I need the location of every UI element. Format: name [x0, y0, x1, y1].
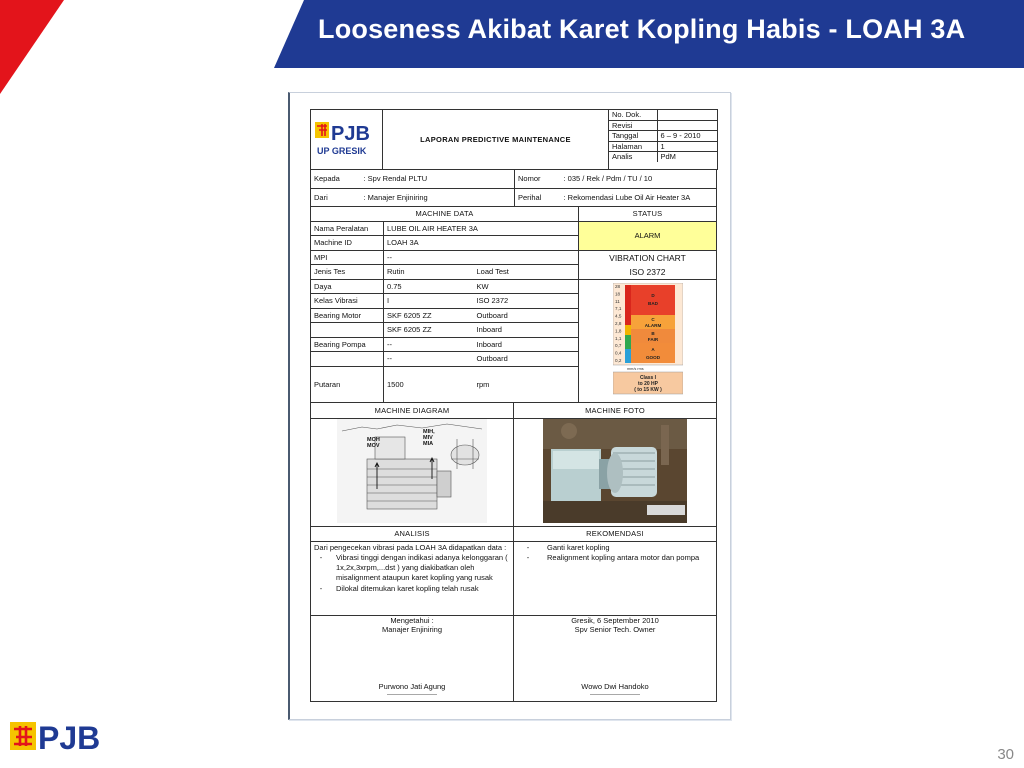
zone-code: D: [650, 292, 655, 298]
nomor-value: : 035 / Rek / Pdm / TU / 10: [561, 170, 717, 188]
class-label: Class I: [639, 374, 656, 381]
iso-scale-label: 18: [614, 290, 620, 296]
machine-foto-cell: [514, 418, 717, 526]
doc-info-label: Tanggal: [609, 131, 657, 142]
machine-data-label: Daya: [311, 279, 384, 294]
dari-value: : Manajer Enjiniring: [361, 188, 515, 206]
machine-data-value: Rutin: [384, 265, 474, 280]
perihal-value: : Rekomendasi Lube Oil Air Heater 3A: [561, 188, 717, 206]
zone-code: C: [650, 316, 655, 322]
machine-data-value: I: [384, 294, 474, 309]
sign-left-line: -------------------------: [387, 692, 437, 698]
machine-data-extra: Load Test: [474, 265, 579, 280]
analysis-block: [310, 527, 717, 702]
sign-right-role: Spv Senior Tech. Owner: [574, 625, 656, 634]
zone-bar-b: [625, 335, 631, 349]
zone-a: [631, 343, 675, 363]
zone-code: B: [650, 330, 655, 336]
analisis-heading: ANALISIS: [311, 527, 514, 542]
vibration-chart-standard: ISO 2372: [579, 265, 717, 280]
perihal-label: Perihal: [515, 188, 561, 206]
zone-bar-d2: [625, 301, 631, 325]
diagram-label: MIV: [423, 435, 433, 441]
machine-data-label: [311, 352, 384, 367]
iso-scale-label: 1,8: [614, 327, 621, 333]
rekomendasi-item: - Ganti karet kopling: [526, 542, 610, 552]
zone-bar-c: [625, 325, 631, 335]
pjb-logo-icon: [313, 116, 379, 162]
class-range: to 20 HP: [637, 380, 658, 387]
machine-photo: [543, 419, 687, 523]
sign-right-place: Gresik, 6 September 2010: [571, 615, 659, 625]
putaran-unit: rpm: [474, 366, 579, 402]
red-corner-accent: [0, 0, 64, 94]
machine-data-extra: Outboard: [474, 308, 579, 323]
iso-scale-label: 0,2: [614, 357, 621, 363]
machine-data-value: --: [384, 352, 474, 367]
doc-info-label: Halaman: [609, 141, 657, 152]
routing-block: [310, 170, 717, 207]
analisis-item: - Dilokal ditemukan karet kopling telah rusak: [319, 583, 479, 593]
zone-name: BAD: [647, 300, 658, 306]
report-logo-cell: [311, 110, 383, 170]
report-document: [310, 109, 717, 697]
machine-data-label: Bearing Pompa: [311, 337, 384, 352]
doc-info-value: 6 – 9 - 2010: [657, 131, 717, 142]
sign-right-name: Wowo Dwi Handoko: [581, 681, 649, 691]
chart-unit-label: mm/s rms: [626, 366, 644, 371]
machine-diagram-cell: [311, 418, 514, 526]
machine-data-label: Machine ID: [311, 236, 384, 251]
machine-data-extra: Inboard: [474, 337, 579, 352]
analisis-content: [311, 541, 514, 615]
diagram-label: MOV: [367, 443, 380, 449]
doc-info-value: PdM: [657, 152, 717, 162]
machine-data-label: Bearing Motor: [311, 308, 384, 323]
footer-logo-text: PJB: [38, 720, 101, 754]
sign-right-line: -------------------------: [590, 692, 640, 698]
machine-data-heading: MACHINE DATA: [311, 207, 579, 222]
report-header: [310, 109, 718, 170]
iso-scale-label: 0,4: [614, 350, 621, 356]
diagram-photo-block: [310, 403, 717, 527]
machine-data-extra: ISO 2372: [474, 294, 579, 309]
sign-left-role: Manajer Enjiniring: [381, 625, 443, 634]
analisis-item: - Vibrasi tinggi dengan indikasi adanya kelonggaran ( 1x,2x,3xrpm,...dst ) yang diakibatkan oleh misalignment ataupun karet kopling yang rusak: [319, 552, 508, 583]
iso-scale-label: 28: [614, 283, 620, 289]
putaran-label: Putaran: [311, 366, 384, 402]
machine-data-value: --: [384, 250, 579, 265]
iso-scale-label: 0,7: [614, 342, 621, 348]
machine-diagram-heading: MACHINE DIAGRAM: [311, 403, 514, 419]
signature-right: [514, 615, 717, 701]
machine-diagram-sketch: [337, 419, 487, 523]
class-range-kw: ( to 15 KW ): [633, 386, 662, 393]
iso-chart-cell: [579, 279, 717, 402]
sign-left-name: Purwono Jati Agung: [378, 681, 446, 691]
doc-info-value: [657, 110, 717, 120]
iso-scale-label: 4,5: [614, 313, 621, 319]
sign-left-title: Mengetahui :: [390, 615, 434, 625]
zone-bar-a: [625, 349, 631, 363]
diagram-label: MIH,: [423, 429, 435, 435]
doc-info-value: 1: [657, 141, 717, 152]
machine-data-extra: Outboard: [474, 352, 579, 367]
machine-data-value: SKF 6205 ZZ: [384, 308, 474, 323]
logo-subtitle: UP GRESIK: [317, 145, 367, 156]
pjb-footer-logo-icon: [8, 718, 112, 754]
report-title: LAPORAN PREDICTIVE MAINTENANCE: [383, 110, 609, 170]
machine-data-label: MPI: [311, 250, 384, 265]
diagram-label: MIA: [423, 441, 434, 447]
doc-info-label: Analis: [609, 152, 657, 162]
rekomendasi-heading: REKOMENDASI: [514, 527, 717, 542]
machine-data-extra: KW: [474, 279, 579, 294]
iso-vibration-chart: [613, 283, 683, 395]
doc-info-value: [657, 120, 717, 131]
machine-data-label: [311, 323, 384, 338]
nomor-label: Nomor: [515, 170, 561, 188]
analisis-intro: Dari pengecekan vibrasi pada LOAH 3A didapatkan data :: [314, 542, 507, 552]
iso-scale-label: 7,1: [614, 305, 621, 311]
rekomendasi-content: [514, 541, 717, 615]
machine-data-value: --: [384, 337, 474, 352]
machine-data-value: 0.75: [384, 279, 474, 294]
machine-data-label: Kelas Vibrasi: [311, 294, 384, 309]
machine-data-value: SKF 6205 ZZ: [384, 323, 474, 338]
zone-name: ALARM: [644, 322, 661, 328]
zone-bar-d: [625, 285, 628, 301]
zone-name: FAIR: [647, 336, 658, 342]
diagram-label: MOH: [367, 437, 380, 443]
zone-d: [631, 285, 675, 315]
kepada-value: : Spv Rendal PLTU: [361, 170, 515, 188]
machine-foto-heading: MACHINE FOTO: [514, 403, 717, 419]
putaran-value: 1500: [384, 366, 474, 402]
dari-label: Dari: [311, 188, 361, 206]
doc-info-cell: [609, 110, 718, 170]
kepada-label: Kepada: [311, 170, 361, 188]
doc-info-label: Revisi: [609, 120, 657, 131]
zone-name: GOOD: [645, 354, 660, 360]
signature-left: [311, 615, 514, 701]
iso-scale-label: 2,8: [614, 320, 621, 326]
slide-title: Looseness Akibat Karet Kopling Habis - LOAH 3A: [318, 14, 966, 44]
iso-scale-label: 1,1: [614, 335, 621, 341]
machine-data-block: [310, 207, 717, 403]
machine-data-value: LUBE OIL AIR HEATER 3A: [384, 221, 579, 236]
vibration-chart-label: VIBRATION CHART: [579, 250, 717, 265]
machine-data-label: Jenis Tes: [311, 265, 384, 280]
machine-data-value: LOAH 3A: [384, 236, 579, 251]
status-heading: STATUS: [579, 207, 717, 222]
machine-data-extra: Inboard: [474, 323, 579, 338]
rekomendasi-item: - Realignment kopling antara motor dan pompa: [526, 552, 700, 562]
doc-info-label: No. Dok.: [609, 110, 657, 120]
logo-text: PJB: [331, 122, 370, 145]
zone-code: A: [650, 346, 655, 352]
iso-scale-label: 11: [614, 298, 620, 304]
status-alarm-badge: ALARM: [579, 221, 717, 250]
zone-bar-d: [628, 285, 631, 301]
machine-data-label: Nama Peralatan: [311, 221, 384, 236]
page-number: 30: [997, 746, 1014, 763]
doc-info-table: [609, 110, 717, 162]
